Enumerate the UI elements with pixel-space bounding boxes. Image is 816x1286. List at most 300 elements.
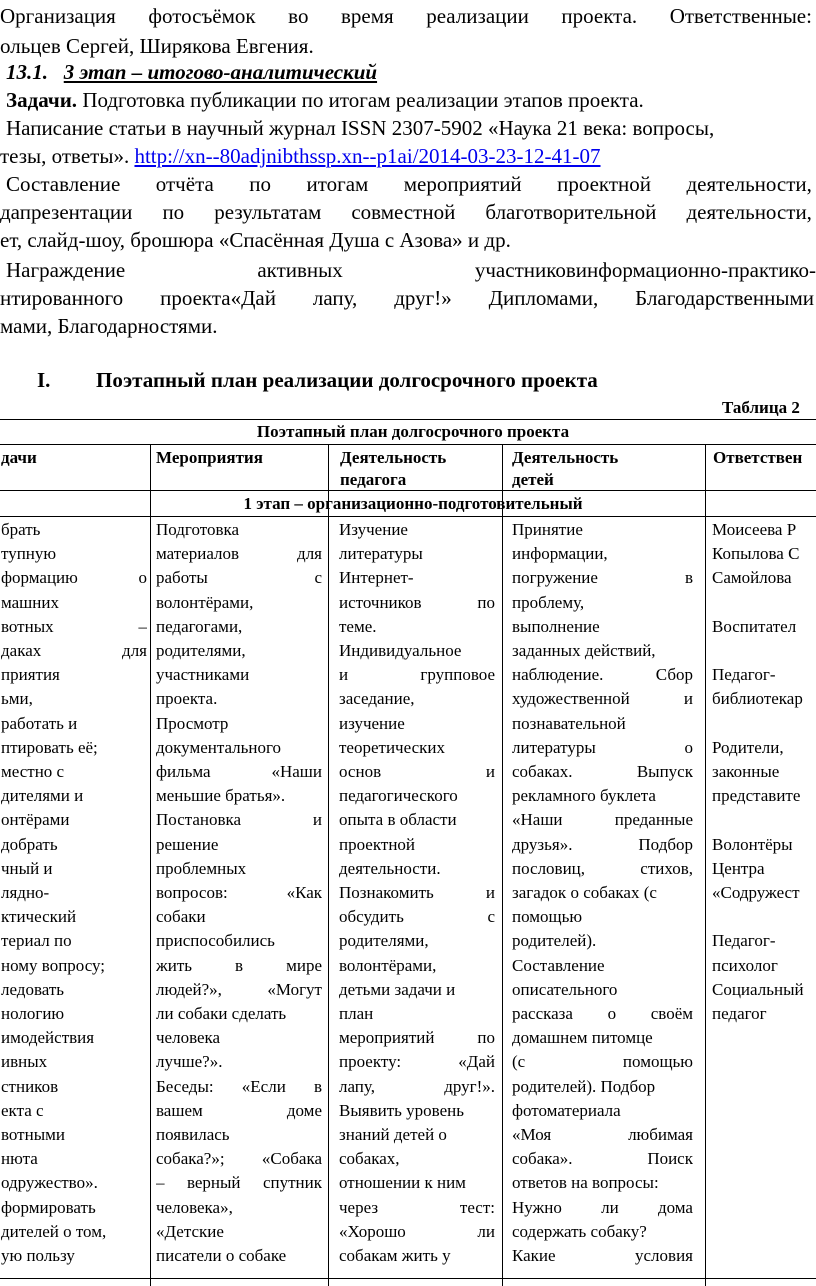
- stage3-tasks: [6, 88, 644, 112]
- cell-word: литературы: [339, 544, 423, 564]
- cell-word: Родители,: [712, 737, 784, 757]
- cell-word: знаний детей о: [339, 1125, 447, 1145]
- cell-word: [712, 714, 716, 733]
- award-word: лапу,: [312, 286, 358, 310]
- cell-word: Выявить уровень: [339, 1100, 464, 1120]
- intro-word: реализации: [426, 4, 529, 28]
- cell-line: [512, 736, 693, 760]
- cell-word: художественной: [512, 689, 630, 709]
- cell-line: [512, 639, 693, 663]
- cell-word: [712, 907, 716, 926]
- cell-word: лядно-: [1, 883, 50, 903]
- cell-line: [1, 591, 147, 615]
- cell-word: [712, 810, 716, 829]
- cell-word: заседание,: [339, 689, 415, 709]
- cell-line: [156, 663, 322, 687]
- cell-line: [339, 808, 495, 832]
- award-word: активных: [257, 258, 343, 282]
- cell-word: наблюдение.: [512, 665, 604, 685]
- cell-word: решение: [156, 834, 219, 854]
- cell-line: [339, 929, 495, 953]
- cell-line: [512, 857, 693, 881]
- cell-line: [1, 1220, 147, 1244]
- award-line-1: [6, 258, 816, 282]
- cell-word: Беседы:: [156, 1076, 214, 1096]
- cell-word: погружение: [512, 568, 598, 588]
- cell-line: [712, 712, 816, 736]
- cell-word: мероприятий: [339, 1028, 435, 1048]
- cell-line: [156, 1123, 322, 1147]
- cell-line: [156, 518, 322, 542]
- cell-word: психолог: [712, 955, 778, 975]
- cell-word: стихов,: [640, 858, 693, 878]
- cell-word: и: [683, 689, 693, 709]
- header-events: Мероприятия: [156, 448, 263, 467]
- cell-word: работы: [156, 568, 208, 588]
- cell-word: ному вопросу;: [1, 955, 106, 975]
- table-caption: Поэтапный план долгосрочного проекта: [256, 422, 570, 441]
- cell-line: [712, 591, 816, 615]
- report-word: проектной: [557, 172, 652, 196]
- report-line-2: [0, 200, 812, 224]
- cell-word: «Моя: [512, 1125, 552, 1145]
- cell-word: теме.: [339, 616, 377, 636]
- cell-word: библиотекар: [712, 689, 803, 709]
- cell-word: педагогами,: [156, 616, 243, 636]
- cell-word: через: [339, 1197, 379, 1217]
- cell-line: [1, 1171, 147, 1195]
- intro-word: Организация: [0, 4, 116, 28]
- cell-word: нологию: [1, 1004, 65, 1024]
- cell-line: [1, 712, 147, 736]
- cell-word: основ: [339, 762, 382, 782]
- cell-line: [156, 760, 322, 784]
- cell-line: [512, 1075, 693, 1099]
- cell-word: собаки: [156, 907, 206, 927]
- cell-line: [1, 1026, 147, 1050]
- cell-line: [512, 760, 693, 784]
- header-teacher-1: Деятельность: [340, 448, 447, 467]
- cell-line: [712, 808, 816, 832]
- cell-word: Самойлова: [712, 568, 792, 588]
- cell-word: Нужно: [512, 1197, 562, 1217]
- stage3-number: 13.1.: [6, 60, 48, 84]
- intro-word: время: [341, 4, 394, 28]
- cell-word: теоретических: [339, 737, 445, 757]
- cell-word: рассказа: [512, 1004, 573, 1024]
- award-word: Благодарственными: [635, 286, 814, 310]
- article-line-1: Написание статьи в научный журнал ISSN 2307-5902 «Наука 21 века: вопросы,: [6, 116, 715, 140]
- cell-word: родителей).: [512, 931, 597, 951]
- cell-word: обсудить: [339, 907, 404, 927]
- cell-line: [1, 1244, 147, 1268]
- cell-events: [156, 518, 322, 1268]
- cell-line: [1, 615, 147, 639]
- cell-word: «Дай: [458, 1052, 495, 1072]
- cell-word: с: [487, 907, 495, 927]
- cell-line: [512, 1244, 693, 1268]
- cell-word: –: [156, 1173, 165, 1193]
- article-line-2: [0, 144, 601, 168]
- cell-word: детьми задачи и: [339, 979, 456, 999]
- cell-line: [156, 591, 322, 615]
- cell-line: [512, 784, 693, 808]
- section-number: I.: [37, 368, 51, 392]
- report-word: отчёта: [155, 172, 214, 196]
- cell-line: [512, 1099, 693, 1123]
- cell-word: проекту:: [339, 1052, 402, 1072]
- cell-line: [339, 881, 495, 905]
- cell-line: [339, 954, 495, 978]
- cell-word: «Собака: [261, 1149, 322, 1169]
- cell-word: в: [684, 568, 693, 588]
- cell-word: помощью: [622, 1052, 693, 1072]
- intro-line-2: ольцев Сергей, Ширякова Евгения.: [0, 34, 314, 58]
- cell-line: [712, 566, 816, 590]
- cell-word: родителями,: [156, 641, 246, 661]
- cell-word: Индивидуальное: [339, 641, 462, 661]
- cell-word: и: [312, 810, 322, 830]
- cell-line: [512, 954, 693, 978]
- cell-word: писатели о собаке: [156, 1246, 287, 1266]
- award-line-2: [0, 286, 814, 310]
- report-word: деятельности,: [686, 172, 812, 196]
- cell-word: [712, 593, 716, 612]
- cell-line: [156, 1026, 322, 1050]
- report-word: дапрезентации: [0, 200, 133, 224]
- cell-word: Изучение: [339, 520, 408, 539]
- header-children-1: Деятельность: [512, 448, 619, 467]
- cell-word: рекламного буклета: [512, 786, 656, 806]
- cell-word: ьми,: [1, 689, 33, 709]
- cell-word: вопросов:: [156, 883, 228, 903]
- cell-line: [339, 978, 495, 1002]
- cell-line: [512, 663, 693, 687]
- cell-word: домашнем питомце: [512, 1028, 653, 1048]
- cell-word: друзья».: [512, 834, 573, 854]
- cell-word: спутник: [262, 1173, 322, 1193]
- cell-tasks: [1, 518, 147, 1268]
- cell-word: в: [313, 1076, 322, 1096]
- cell-word: план: [339, 1004, 374, 1024]
- cell-word: с: [314, 568, 322, 588]
- tasks-text: Подготовка публикации по итогам реализации этапов проекта.: [77, 88, 644, 112]
- cell-word: проблемных: [156, 858, 247, 878]
- cell-word: Педагог-: [712, 931, 776, 951]
- cell-line: [339, 1026, 495, 1050]
- cell-word: материалов: [156, 544, 240, 564]
- report-word: совместной: [351, 200, 456, 224]
- cell-line: [712, 663, 816, 687]
- cell-word: описательного: [512, 979, 618, 999]
- cell-word: проекта.: [156, 689, 218, 709]
- cell-line: [512, 905, 693, 929]
- cell-word: ктический: [1, 907, 77, 927]
- section-title: Поэтапный план реализации долгосрочного проекта: [96, 368, 598, 392]
- cell-line: [1, 687, 147, 711]
- cell-word: приспособились: [156, 931, 275, 951]
- cell-line: [339, 1123, 495, 1147]
- cell-word: представите: [712, 786, 801, 806]
- cell-line: [1, 1123, 147, 1147]
- cell-word: Принятие: [512, 520, 583, 539]
- cell-word: «Наши: [271, 762, 322, 782]
- cell-word: опыта в области: [339, 810, 457, 830]
- cell-line: [512, 591, 693, 615]
- cell-line: [1, 978, 147, 1002]
- stage1-title: 1 этап – организационно-подготовительный: [243, 494, 583, 513]
- cell-word: мире: [286, 955, 322, 975]
- cell-line: [156, 1171, 322, 1195]
- cell-line: [339, 905, 495, 929]
- cell-line: [712, 542, 816, 566]
- cell-word: и: [485, 762, 495, 782]
- cell-word: верный: [186, 1173, 241, 1193]
- cell-word: Познакомить: [339, 883, 434, 903]
- cell-word: Сбор: [655, 665, 693, 685]
- cell-line: [512, 1147, 693, 1171]
- intro-word: проекта.: [561, 4, 638, 28]
- cell-word: Просмотр: [156, 713, 229, 733]
- cell-line: [339, 1147, 495, 1171]
- cell-word: в: [235, 955, 244, 975]
- cell-word: по: [477, 1028, 495, 1048]
- cell-line: [156, 736, 322, 760]
- header-children-2: детей: [512, 470, 554, 489]
- cell-word: появилась: [156, 1125, 230, 1145]
- intro-word: во: [288, 4, 309, 28]
- cell-line: [339, 1196, 495, 1220]
- cell-word: условия: [635, 1246, 693, 1266]
- cell-word: волонтёрами,: [339, 955, 437, 975]
- cell-word: Постановка: [156, 810, 242, 830]
- cell-line: [1, 760, 147, 784]
- cell-line: [712, 954, 816, 978]
- cell-word: машних: [1, 592, 59, 612]
- cell-children: [512, 518, 693, 1268]
- cell-line: [1, 808, 147, 832]
- cell-word: ую пользу: [1, 1246, 75, 1266]
- cell-line: [512, 542, 693, 566]
- cell-line: [339, 1244, 495, 1268]
- cell-word: Интернет-: [339, 568, 414, 588]
- cell-line: [512, 1196, 693, 1220]
- cell-word: Воспитател: [712, 616, 797, 636]
- cell-word: литературы: [512, 737, 596, 757]
- award-word: Награждение: [6, 258, 126, 282]
- cell-word: ивных: [1, 1052, 48, 1072]
- cell-line: [1, 1196, 147, 1220]
- cell-line: [339, 1075, 495, 1099]
- cell-line: [1, 1147, 147, 1171]
- cell-line: [512, 1123, 693, 1147]
- tasks-label: Задачи.: [6, 88, 78, 112]
- cell-word: имодействия: [1, 1028, 95, 1048]
- cell-word: «Детские: [156, 1221, 224, 1241]
- cell-word: о: [607, 1004, 617, 1024]
- cell-word: о: [138, 568, 147, 588]
- cell-word: Поиск: [647, 1149, 693, 1169]
- cell-word: тест:: [459, 1197, 495, 1217]
- cell-word: законные: [712, 762, 780, 782]
- cell-word: вотных: [1, 616, 54, 636]
- cell-word: –: [138, 616, 147, 636]
- cell-word: выполнение: [512, 616, 600, 636]
- cell-word: собаках,: [339, 1149, 400, 1169]
- cell-word: педагогического: [339, 786, 458, 806]
- report-word: Составление: [6, 172, 121, 196]
- cell-line: [1, 929, 147, 953]
- cell-line: [156, 808, 322, 832]
- cell-word: своём: [650, 1004, 693, 1024]
- cell-line: [1, 881, 147, 905]
- report-word: по: [249, 172, 272, 196]
- cell-line: [512, 712, 693, 736]
- cell-line: [712, 1002, 816, 1026]
- cell-word: вотными: [1, 1125, 65, 1145]
- award-word: участниковинформационно-практико-: [474, 258, 816, 282]
- cell-line: [1, 1002, 147, 1026]
- cell-word: брать: [1, 520, 41, 539]
- cell-word: дителей о том,: [1, 1221, 107, 1241]
- cell-line: [339, 736, 495, 760]
- cell-line: [156, 542, 322, 566]
- cell-line: [339, 615, 495, 639]
- cell-word: формировать: [1, 1197, 96, 1217]
- cell-word: заданных действий,: [512, 641, 656, 661]
- cell-word: екта с: [1, 1100, 44, 1120]
- report-word: результатам: [214, 200, 322, 224]
- cell-word: ли собаки сделать: [156, 1004, 287, 1024]
- header-teacher-2: педагога: [340, 470, 407, 489]
- cell-line: [712, 978, 816, 1002]
- report-word: благотворительной: [485, 200, 657, 224]
- cell-word: деятельности.: [339, 858, 441, 878]
- cell-line: [156, 712, 322, 736]
- cell-line: [156, 857, 322, 881]
- cell-line: [1, 833, 147, 857]
- cell-line: [339, 542, 495, 566]
- cell-line: [512, 1002, 693, 1026]
- stage3-heading: [6, 60, 377, 84]
- cell-word: собака».: [512, 1149, 573, 1169]
- cell-line: [512, 566, 693, 590]
- intro-word: Ответственные:: [669, 4, 812, 28]
- cell-word: по: [477, 592, 495, 612]
- cell-line: [1, 954, 147, 978]
- cell-word: любимая: [628, 1125, 693, 1145]
- cell-line: [1, 518, 147, 542]
- cell-word: человека»,: [156, 1197, 233, 1217]
- cell-word: содержать собаку?: [512, 1221, 647, 1241]
- cell-word: Подбор: [638, 834, 693, 854]
- cell-line: [156, 784, 322, 808]
- cell-line: [1, 736, 147, 760]
- cell-line: [339, 857, 495, 881]
- cell-word: волонтёрами,: [156, 592, 254, 612]
- cell-word: «Хорошо: [339, 1221, 406, 1241]
- cell-line: [512, 978, 693, 1002]
- cell-line: [156, 905, 322, 929]
- cell-word: документального: [156, 737, 282, 757]
- cell-word: о: [684, 737, 693, 757]
- cell-line: [512, 615, 693, 639]
- cell-word: формацию: [1, 568, 78, 588]
- stage3-title: 3 этап – итогово-аналитический: [63, 60, 378, 84]
- cell-line: [156, 566, 322, 590]
- award-word: нтированного: [0, 286, 124, 310]
- article-link[interactable]: http://xn--80adjnibthssp.xn--p1ai/2014-03-23-12-41-07: [134, 144, 601, 168]
- cell-word: онтёрами: [1, 810, 70, 830]
- cell-line: [1, 542, 147, 566]
- report-word: итогам: [306, 172, 369, 196]
- cell-line: [512, 881, 693, 905]
- report-line-1: [6, 172, 812, 196]
- cell-word: друг!».: [444, 1076, 495, 1096]
- cell-line: [156, 1244, 322, 1268]
- cell-line: [156, 881, 322, 905]
- cell-word: меньшие братья».: [156, 786, 286, 806]
- cell-line: [512, 1026, 693, 1050]
- cell-word: «Содружест: [712, 883, 800, 903]
- cell-word: Выпуск: [636, 762, 693, 782]
- cell-line: [712, 736, 816, 760]
- header-responsible: Ответствен: [713, 448, 803, 467]
- cell-word: лучше?».: [156, 1052, 223, 1072]
- intro-word: фотосъёмок: [148, 4, 256, 28]
- cell-word: лапу,: [339, 1076, 375, 1096]
- cell-responsible: [712, 518, 816, 1026]
- cell-word: ледовать: [1, 979, 65, 999]
- cell-line: [339, 591, 495, 615]
- cell-line: [156, 1147, 322, 1171]
- cell-line: [339, 760, 495, 784]
- cell-word: проблему,: [512, 592, 585, 612]
- table-label: Таблица 2: [722, 398, 800, 417]
- cell-line: [512, 1171, 693, 1195]
- cell-word: групповое: [420, 665, 495, 685]
- cell-line: [512, 929, 693, 953]
- cell-word: нюта: [1, 1149, 38, 1169]
- cell-word: людей?»,: [156, 979, 222, 999]
- cell-line: [1, 1099, 147, 1123]
- cell-word: «Могут: [267, 979, 322, 999]
- cell-word: пословиц,: [512, 858, 586, 878]
- cell-word: доме: [286, 1100, 322, 1120]
- cell-word: педагог: [712, 1004, 767, 1024]
- cell-word: фильма: [156, 762, 211, 782]
- cell-line: [156, 1075, 322, 1099]
- cell-line: [156, 954, 322, 978]
- cell-word: птировать её;: [1, 737, 98, 757]
- cell-line: [1, 905, 147, 929]
- cell-line: [712, 615, 816, 639]
- cell-line: [712, 905, 816, 929]
- report-word: по: [162, 200, 185, 224]
- article-text: тезы, ответы».: [0, 144, 135, 168]
- cell-line: [156, 615, 322, 639]
- cell-word: проектной: [339, 834, 416, 854]
- cell-line: [712, 857, 816, 881]
- cell-word: Социальный: [712, 979, 804, 999]
- cell-line: [156, 687, 322, 711]
- intro-line-1: [0, 4, 812, 28]
- cell-word: человека: [156, 1028, 221, 1048]
- cell-word: участниками: [156, 665, 250, 685]
- cell-word: «Наши: [512, 810, 563, 830]
- cell-line: [156, 833, 322, 857]
- cell-word: местно с: [1, 762, 65, 782]
